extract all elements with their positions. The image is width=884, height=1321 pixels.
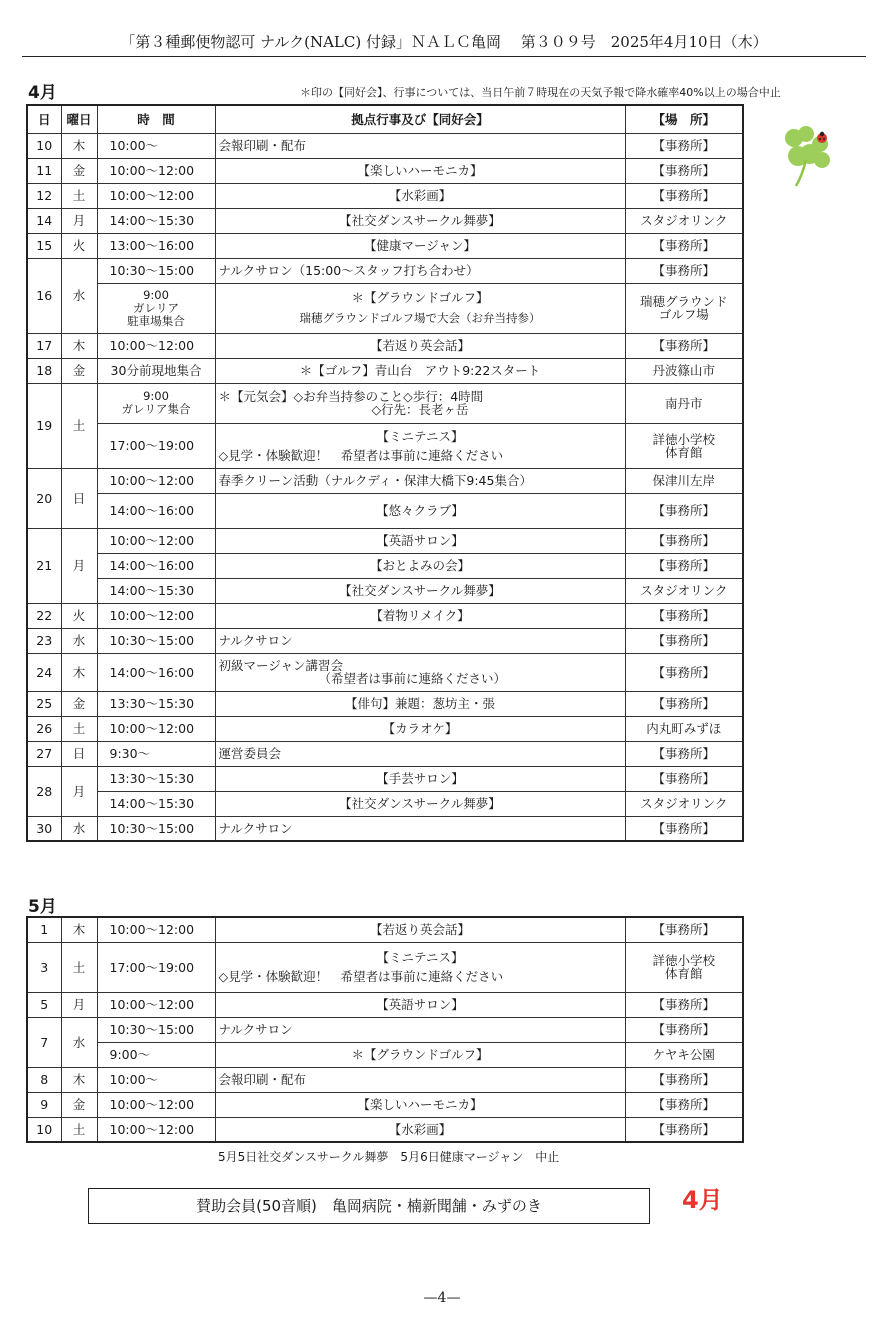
place-cell: 保津川左岸 xyxy=(625,468,743,493)
place-line: 体育館 xyxy=(664,966,703,981)
table-row xyxy=(27,208,743,233)
table-row xyxy=(27,816,743,841)
table-row xyxy=(27,183,743,208)
place-cell: 【事務所】 xyxy=(625,133,743,158)
table-row xyxy=(27,493,743,528)
time-cell: 14:00～15:30 xyxy=(97,791,215,816)
day-cell: 15 xyxy=(27,233,61,258)
time-cell xyxy=(97,283,215,333)
weekday-cell: 土 xyxy=(61,383,97,468)
time-cell: 10:00～12:00 xyxy=(97,716,215,741)
weekday-cell: 金 xyxy=(61,358,97,383)
day-cell: 7 xyxy=(27,1017,61,1067)
weekday-cell: 金 xyxy=(61,158,97,183)
table-row xyxy=(27,691,743,716)
weekday-cell: 土 xyxy=(61,183,97,208)
time-cell: 10:30～15:00 xyxy=(97,1017,215,1042)
event-cell: ナルクサロン xyxy=(215,1017,625,1042)
place-cell: 【事務所】 xyxy=(625,333,743,358)
day-cell: 27 xyxy=(27,741,61,766)
place-line: ゴルフ場 xyxy=(658,307,709,322)
table-row xyxy=(27,917,743,942)
time-cell: 17:00～19:00 xyxy=(97,423,215,468)
place-cell: 【事務所】 xyxy=(625,741,743,766)
day-cell: 22 xyxy=(27,603,61,628)
table-row xyxy=(27,628,743,653)
day-cell: 26 xyxy=(27,716,61,741)
weekday-cell: 土 xyxy=(61,1117,97,1142)
time-cell: 10:30～15:00 xyxy=(97,816,215,841)
table-row xyxy=(27,653,743,691)
place-cell: 【事務所】 xyxy=(625,258,743,283)
event-cell: ＊【グラウンドゴルフ】 xyxy=(215,1042,625,1067)
event-cell: 【俳句】兼題：葱坊主・張 xyxy=(215,691,625,716)
header-event: 拠点行事及び【同好会】 xyxy=(215,105,625,133)
table-row xyxy=(27,233,743,258)
table-row xyxy=(27,1017,743,1042)
time-cell: 10:00～12:00 xyxy=(97,1092,215,1117)
table-row xyxy=(27,258,743,283)
event-cell: 【カラオケ】 xyxy=(215,716,625,741)
event-cell: 【若返り英会話】 xyxy=(215,333,625,358)
event-title: ＊【グラウンドゴルフ】 xyxy=(351,290,489,305)
place-cell xyxy=(625,283,743,333)
weekday-cell: 火 xyxy=(61,233,97,258)
time-cell: 10:30～15:00 xyxy=(97,628,215,653)
time-cell: 10:00～12:00 xyxy=(97,603,215,628)
sponsor-box: 賛助会員(50音順) 亀岡病院・楠新聞舗・みずのき xyxy=(88,1188,650,1224)
table-row xyxy=(27,358,743,383)
time-cell: 10:00～ xyxy=(97,1067,215,1092)
time-cell: 30分前現地集合 xyxy=(97,358,215,383)
event-detail: ◇見学・体験歓迎！ 希望者は事前に連絡ください xyxy=(218,969,504,984)
event-cell xyxy=(215,383,625,423)
place-cell xyxy=(625,423,743,468)
weekday-cell: 水 xyxy=(61,1017,97,1067)
event-cell: 【社交ダンスサークル舞夢】 xyxy=(215,791,625,816)
event-cell: ナルクサロン xyxy=(215,628,625,653)
day-cell: 19 xyxy=(27,383,61,468)
newsletter-header: 「第３種郵便物認可 ナルク(NALC) 付録」ＮＡＬＣ亀岡 第３０９号 2025年4月10日（木） xyxy=(22,30,866,57)
event-cell: 【若返り英会話】 xyxy=(215,917,625,942)
event-cell: 【楽しいハーモニカ】 xyxy=(215,1092,625,1117)
day-cell: 16 xyxy=(27,258,61,333)
clover-icon xyxy=(776,120,840,192)
weekday-cell: 火 xyxy=(61,603,97,628)
event-cell xyxy=(215,942,625,992)
place-cell: 【事務所】 xyxy=(625,992,743,1017)
time-cell: 10:00～12:00 xyxy=(97,468,215,493)
day-cell: 1 xyxy=(27,917,61,942)
header-day: 日 xyxy=(27,105,61,133)
event-title: 【ミニテニス】 xyxy=(376,950,464,965)
event-cell: 【社交ダンスサークル舞夢】 xyxy=(215,208,625,233)
event-cell: 【おとよみの会】 xyxy=(215,553,625,578)
event-cell xyxy=(215,653,625,691)
place-cell: 【事務所】 xyxy=(625,603,743,628)
time-cell: 13:30～15:30 xyxy=(97,766,215,791)
weekday-cell: 金 xyxy=(61,1092,97,1117)
page-number: —4— xyxy=(423,1290,461,1306)
place-cell xyxy=(625,942,743,992)
table-row xyxy=(27,1092,743,1117)
event-detail: （希望者は事前に連絡ください） xyxy=(318,671,507,686)
ladybug-icon xyxy=(817,132,827,143)
place-cell: 【事務所】 xyxy=(625,553,743,578)
header-place: 【場 所】 xyxy=(625,105,743,133)
event-detail: ◇見学・体験歓迎！ 希望者は事前に連絡ください xyxy=(218,447,504,463)
table-row xyxy=(27,716,743,741)
time-line: ガレリア集合 xyxy=(121,402,191,416)
table-header-row xyxy=(27,105,743,133)
time-cell: 14:00～15:30 xyxy=(97,208,215,233)
month-stamp: 4月 xyxy=(682,1186,723,1214)
time-line: 駐車場集合 xyxy=(127,313,185,328)
place-cell: 【事務所】 xyxy=(625,233,743,258)
event-cell: 【社交ダンスサークル舞夢】 xyxy=(215,578,625,603)
table-row xyxy=(27,992,743,1017)
event-cell: ＊【ゴルフ】青山台 アウト9:22スタート xyxy=(215,358,625,383)
time-cell: 14:00～16:00 xyxy=(97,493,215,528)
event-cell: 【水彩画】 xyxy=(215,1117,625,1142)
time-cell: 9:30～ xyxy=(97,741,215,766)
time-cell: 10:00～ xyxy=(97,133,215,158)
cancellation-note: 5月5日社交ダンスサークル舞夢 5月6日健康マージャン 中止 xyxy=(218,1150,560,1164)
weekday-cell: 日 xyxy=(61,468,97,528)
event-detail: ◇行先：長老ヶ岳 xyxy=(371,402,469,417)
place-cell: 【事務所】 xyxy=(625,183,743,208)
place-cell: ケヤキ公園 xyxy=(625,1042,743,1067)
time-cell: 10:00～12:00 xyxy=(97,528,215,553)
time-cell: 10:00～12:00 xyxy=(97,333,215,358)
place-line: 詳徳小学校 xyxy=(652,431,715,447)
table-row xyxy=(27,158,743,183)
place-cell: 【事務所】 xyxy=(625,493,743,528)
event-cell: 【悠々クラブ】 xyxy=(215,493,625,528)
event-cell xyxy=(215,423,625,468)
place-line: 瑞穂グラウンド xyxy=(639,294,728,309)
weekday-cell: 土 xyxy=(61,716,97,741)
day-cell: 18 xyxy=(27,358,61,383)
place-cell: スタジオリンク xyxy=(625,791,743,816)
time-cell: 14:00～16:00 xyxy=(97,653,215,691)
event-title: ＊【元気会】◇お弁当持参のこと◇歩行：4時間 xyxy=(218,389,484,404)
event-cell: 【水彩画】 xyxy=(215,183,625,208)
time-cell: 17:00～19:00 xyxy=(97,942,215,992)
weekday-cell: 木 xyxy=(61,333,97,358)
time-cell: 10:30～15:00 xyxy=(97,258,215,283)
weekday-cell: 月 xyxy=(61,208,97,233)
day-cell: 14 xyxy=(27,208,61,233)
place-cell: 【事務所】 xyxy=(625,1017,743,1042)
day-cell: 8 xyxy=(27,1067,61,1092)
day-cell: 3 xyxy=(27,942,61,992)
weekday-cell: 月 xyxy=(61,528,97,603)
place-line: 詳徳小学校 xyxy=(652,953,715,968)
weekday-cell: 木 xyxy=(61,1067,97,1092)
day-cell: 21 xyxy=(27,528,61,603)
place-cell: 【事務所】 xyxy=(625,816,743,841)
time-cell: 9:00～ xyxy=(97,1042,215,1067)
day-cell: 30 xyxy=(27,816,61,841)
event-cell: 【手芸サロン】 xyxy=(215,766,625,791)
day-cell: 10 xyxy=(27,1117,61,1142)
day-cell: 5 xyxy=(27,992,61,1017)
table-row xyxy=(27,942,743,992)
header-time: 時 間 xyxy=(97,105,215,133)
weekday-cell: 水 xyxy=(61,258,97,333)
weekday-cell: 月 xyxy=(61,766,97,816)
day-cell: 28 xyxy=(27,766,61,816)
time-cell: 14:00～15:30 xyxy=(97,578,215,603)
event-cell: 【着物リメイク】 xyxy=(215,603,625,628)
time-cell: 10:00～12:00 xyxy=(97,158,215,183)
table-row xyxy=(27,603,743,628)
table-row xyxy=(27,578,743,603)
place-cell: 【事務所】 xyxy=(625,691,743,716)
time-cell: 10:00～12:00 xyxy=(97,1117,215,1142)
weekday-cell: 木 xyxy=(61,653,97,691)
time-cell: 13:00～16:00 xyxy=(97,233,215,258)
place-cell: 【事務所】 xyxy=(625,528,743,553)
time-cell: 10:00～12:00 xyxy=(97,992,215,1017)
day-cell: 10 xyxy=(27,133,61,158)
time-line: ガレリア xyxy=(133,300,179,315)
weekday-cell: 木 xyxy=(61,133,97,158)
event-cell: 【楽しいハーモニカ】 xyxy=(215,158,625,183)
day-cell: 12 xyxy=(27,183,61,208)
place-line: 体育館 xyxy=(664,444,703,460)
place-cell: 【事務所】 xyxy=(625,158,743,183)
april-schedule-table xyxy=(26,104,744,842)
place-cell: 内丸町みずほ xyxy=(625,716,743,741)
event-cell: ナルクサロン（15:00～スタッフ打ち合わせ） xyxy=(215,258,625,283)
event-cell: 【健康マージャン】 xyxy=(215,233,625,258)
place-cell: 【事務所】 xyxy=(625,917,743,942)
may-label: 5月 xyxy=(28,897,57,917)
event-cell: 【英語サロン】 xyxy=(215,992,625,1017)
time-cell: 14:00～16:00 xyxy=(97,553,215,578)
header-weekday: 曜日 xyxy=(61,105,97,133)
day-cell: 24 xyxy=(27,653,61,691)
table-row xyxy=(27,283,743,333)
table-row xyxy=(27,528,743,553)
day-cell: 11 xyxy=(27,158,61,183)
event-cell: 運営委員会 xyxy=(215,741,625,766)
table-row xyxy=(27,766,743,791)
place-cell: 【事務所】 xyxy=(625,1067,743,1092)
day-cell: 17 xyxy=(27,333,61,358)
time-cell: 10:00～12:00 xyxy=(97,183,215,208)
event-cell: 春季クリーン活動（ナルクディ・保津大橋下9:45集合） xyxy=(215,468,625,493)
time-cell xyxy=(97,383,215,423)
event-cell xyxy=(215,283,625,333)
weekday-cell: 水 xyxy=(61,816,97,841)
weather-note: ＊印の【同好会】、行事については、当日午前７時現在の天気予報で降水確率40%以上の場合中止 xyxy=(300,86,781,99)
place-cell: 丹波篠山市 xyxy=(625,358,743,383)
place-cell: 【事務所】 xyxy=(625,1117,743,1142)
event-cell: 【英語サロン】 xyxy=(215,528,625,553)
weekday-cell: 日 xyxy=(61,741,97,766)
table-row xyxy=(27,468,743,493)
day-cell: 23 xyxy=(27,628,61,653)
day-cell: 9 xyxy=(27,1092,61,1117)
may-schedule-table xyxy=(26,916,744,1143)
table-row xyxy=(27,791,743,816)
table-row xyxy=(27,133,743,158)
event-cell: ナルクサロン xyxy=(215,816,625,841)
weekday-cell: 木 xyxy=(61,917,97,942)
time-line: 9:00 xyxy=(143,287,169,302)
table-row xyxy=(27,1117,743,1142)
table-row xyxy=(27,1067,743,1092)
day-cell: 25 xyxy=(27,691,61,716)
table-row xyxy=(27,741,743,766)
place-cell: 南丹市 xyxy=(625,383,743,423)
place-cell: 【事務所】 xyxy=(625,1092,743,1117)
place-cell: スタジオリンク xyxy=(625,578,743,603)
weekday-cell: 月 xyxy=(61,992,97,1017)
day-cell: 20 xyxy=(27,468,61,528)
event-cell: 会報印刷・配布 xyxy=(215,1067,625,1092)
time-cell: 13:30～15:30 xyxy=(97,691,215,716)
weekday-cell: 金 xyxy=(61,691,97,716)
place-cell: 【事務所】 xyxy=(625,628,743,653)
place-cell: 【事務所】 xyxy=(625,653,743,691)
april-label: 4月 xyxy=(28,83,57,103)
event-title: 【ミニテニス】 xyxy=(376,428,464,444)
event-title: 初級マージャン講習会 xyxy=(218,658,344,673)
place-cell: 【事務所】 xyxy=(625,766,743,791)
table-row xyxy=(27,333,743,358)
time-cell: 10:00～12:00 xyxy=(97,917,215,942)
weekday-cell: 水 xyxy=(61,628,97,653)
table-row xyxy=(27,553,743,578)
table-row xyxy=(27,383,743,423)
table-row xyxy=(27,1042,743,1067)
table-row xyxy=(27,423,743,468)
weekday-cell: 土 xyxy=(61,942,97,992)
place-cell: スタジオリンク xyxy=(625,208,743,233)
event-cell: 会報印刷・配布 xyxy=(215,133,625,158)
time-line: 9:00 xyxy=(143,389,169,403)
event-detail: 瑞穂グラウンドゴルフ場で大会（お弁当持参） xyxy=(299,311,541,325)
